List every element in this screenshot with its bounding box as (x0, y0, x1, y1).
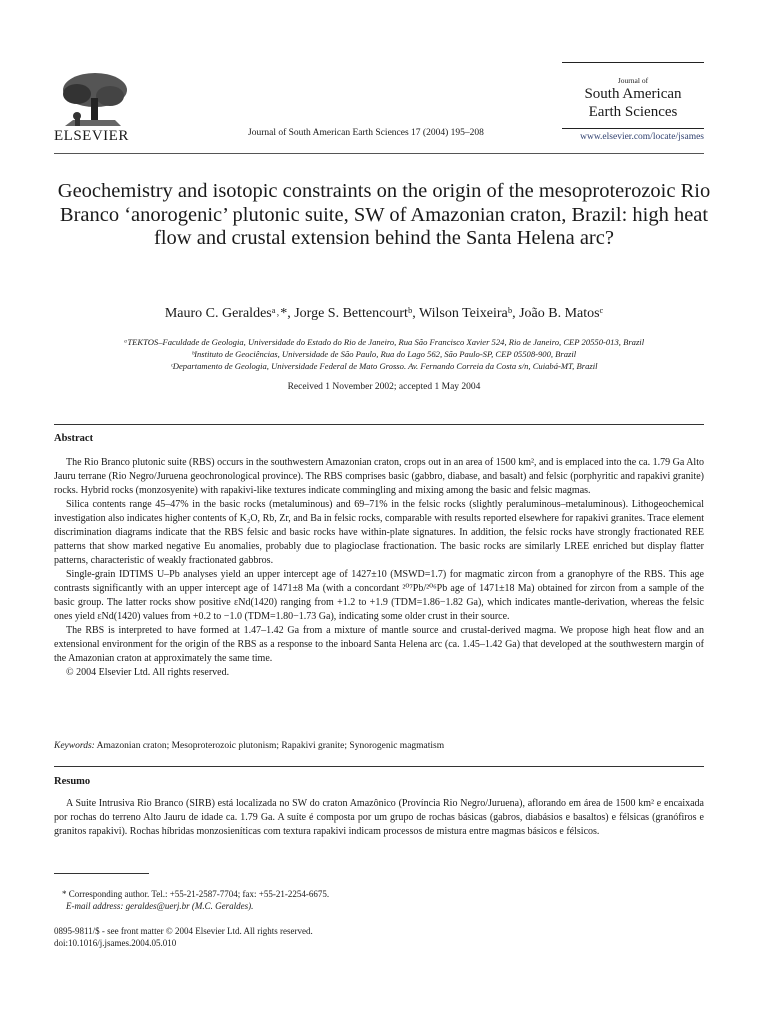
keywords-label: Keywords: (54, 741, 95, 751)
journal-name-line1: South American (584, 86, 682, 102)
article-title: Geochemistry and isotopic constraints on the origin of the mesoproterozoic Rio Branco ‘anorogenic’ plutonic suite, SW of Amazonian craton, Brazil: high heat flow and crustal extension behind the Santa Helena arc? (57, 180, 711, 249)
affiliation-a: ᵃTEKTOS–Faculdade de Geologia, Universidade do Estado do Rio de Janeiro, Rua São Francisco Xavier 524, Rio de Janeiro, CEP 20550-013, Brazil (123, 337, 645, 347)
doi-line: doi:10.1016/j.jsames.2004.05.010 (54, 938, 177, 948)
affiliations (54, 336, 714, 373)
journal-url-link[interactable]: www.elsevier.com/locate/jsames (580, 132, 704, 142)
resumo-body (54, 797, 704, 839)
abstract-paragraph-4: The RBS is interpreted to have formed at 1.47–1.42 Ga from a mixture of mantle source and crustal-derived magma. We propose high heat flow and an extensional environment for the origin of the RBS as a response to the inboard Santa Helena arc (ca. 1.45–1.42 Ga) that developed at the southwestern margin of the Amazonian craton at approximately the same time. (54, 625, 704, 664)
abstract-top-rule (54, 424, 704, 425)
keywords-text: Amazonian craton; Mesoproterozoic plutonism; Rapakivi granite; Synorogenic magmatism (96, 741, 445, 751)
publication-info (54, 925, 454, 949)
journal-citation: Journal of South American Earth Sciences 17 (2004) 195–208 (248, 128, 484, 138)
affiliation-b: ᵇInstituto de Geociências, Universidade de São Paulo, Rua do Lago 562, São Paulo-SP, CEP 05508-900, Brazil (191, 349, 577, 360)
journal-of-label: Journal of (617, 76, 649, 85)
abstract-body (54, 456, 704, 680)
abstract-paragraph-3: Single-grain IDTIMS U–Pb analyses yield an upper intercept age of 1427±10 (MSWD=1.7) for magmatic zircon from a granophyre of the RBS. This age contrasts significantly with an upper intercept age of 1471±8 Ma (with a concordant ²⁰⁷Pb/²⁰⁶Pb age of 1471±18 Ma) obtained for zircon from a sample of the basic group. The latter rocks show positive εNd(1420) ranging from +1.2 to +1.9 (TDM=1.86−1.82 Ga), which indicates mantle-derivation, whereas the felsic ones yield εNd(1420) values from +0.2 to −1.0 (TDM=1.80−1.73 Ga), indicating some older crust in their source. (54, 569, 704, 622)
affiliation-c: ᶜDepartamento de Geologia, Universidade Federal de Mato Grosso. Av. Fernando Correia da Costa s/n, Cuiabá-MT, Brazil (170, 361, 598, 372)
header-divider (54, 153, 704, 154)
abstract-paragraph-1: The Rio Branco plutonic suite (RBS) occurs in the southwestern Amazonian craton, crops out in an area of 1500 km², and is emplaced into the ca. 1.79 Ga Alto Jauru terrane (Rio Negro/Juruena geochronological province). The RBS comprises basic (gabbro, diabase, and basalt) and felsic (porphyritic and rapakivi granite) rocks. Hybrid rocks (monzosyenite) with rapakivi-like textures indicate commingling and mixing among the basic and felsic magmas. (54, 457, 704, 496)
journal-box (562, 62, 704, 142)
abstract-paragraph-2: Silica contents range 45–47% in the basic rocks (metaluminous) and 69–71% in the felsic rocks (slightly peraluminous–metaluminous). Lithogeochemical investigation also indicates higher contents of K₂O, Rb, Zr, and Ba in felsic rocks, comparable with results reported elsewhere for rapakivi granites. Trace element discrimination diagrams indicate that the RBS felsic and basic rocks have within-plate signatures. In addition, the felsic rocks have strongly fractionated REE patterns that show marked negative Eu anomalies, probably due to plagioclase fractionation. The basic rocks are similarly LREE enriched but display flatter patterns, characteristic of weakly fractionated gabbros. (54, 499, 704, 566)
resumo-top-rule (54, 766, 704, 767)
resumo-heading: Resumo (54, 776, 91, 787)
publisher-name: ELSEVIER (54, 128, 129, 144)
footnote-block (54, 888, 462, 912)
journal-name-line2: Earth Sciences (588, 104, 678, 120)
corresponding-author: * Corresponding author. Tel.: +55-21-2587-7704; fax: +55-21-2254-6675. (62, 889, 330, 899)
email-address: E-mail address: geraldes@uerj.br (M.C. Geraldes). (66, 901, 254, 911)
issn-line: 0895-9811/$ - see front matter © 2004 Elsevier Ltd. All rights reserved. (54, 926, 313, 936)
footnote-rule (54, 873, 149, 874)
resumo-paragraph-1: A Suite Intrusiva Rio Branco (SIRB) está localizada no SW do craton Amazônico (Província Rio Negro/Juruena), aflorando em área de 1500 km² e encaixada por rochas do terreno Alto Jauru de idade ca. 1.79 Ga. A suíte é composta por um grupo de rochas básicas (gabros, diabásios e basaltos) e félsicas (granófiros e granitos rapakivi). Rochas híbridas monzosieníticas com textura rapakivi indicam processos de mistura entre magmas básicos e félsicos. (54, 798, 704, 837)
author-list: Mauro C. Geraldesᵃ˒*, Jorge S. Bettencourtᵇ, Wilson Teixeiraᵇ, João B. Matosᶜ (164, 306, 604, 321)
copyright-notice: © 2004 Elsevier Ltd. All rights reserved. (66, 667, 230, 678)
received-dates: Received 1 November 2002; accepted 1 May 2004 (287, 382, 481, 392)
keywords (54, 741, 444, 751)
abstract-heading: Abstract (54, 433, 94, 444)
